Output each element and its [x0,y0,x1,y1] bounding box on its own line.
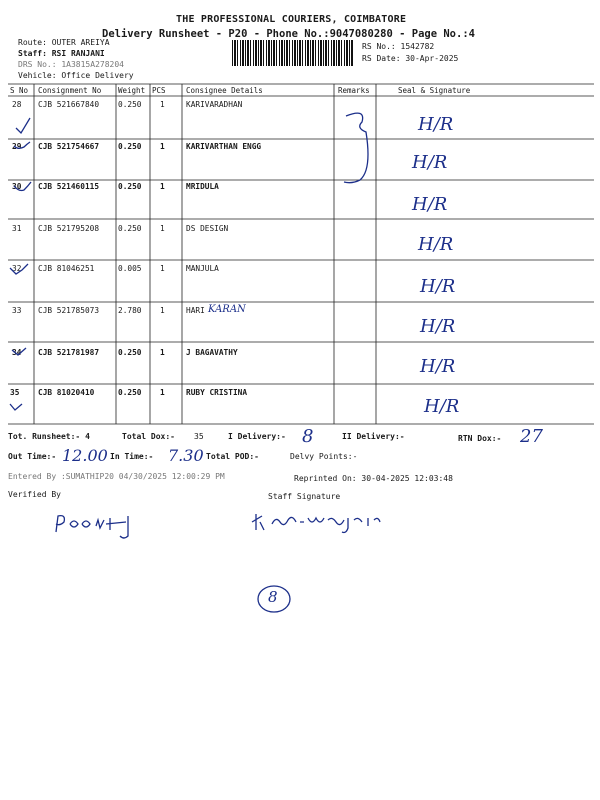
drs-number: DRS No.: 1A3815A278204 [18,60,124,69]
row-consignment: CJB 521460115 [38,182,100,191]
row-weight: 0.250 [118,388,142,397]
row-pcs: 1 [160,182,165,191]
row-consignee-handwritten: KARAN [208,304,246,315]
row-consignment: CJB 521754667 [38,142,100,151]
tick-mark-icon [14,182,31,191]
row-sno: 30 [12,182,22,191]
row-consignee: DS DESIGN [186,224,229,233]
tick-mark-icon [16,118,30,133]
row-consignee: KARIVARADHAN [186,100,243,109]
rtn-dox-value: 27 [520,426,543,447]
row-consignee: MRIDULA [186,182,219,191]
col-header-remarks: Remarks [338,86,370,95]
col-header-seal: Seal & Signature [398,86,471,95]
ii-delivery-label: II Delivery:- [342,432,405,441]
row-consignment: CJB 521781987 [38,348,100,357]
row-weight: 0.250 [118,224,142,233]
verified-by-label: Verified By [8,490,61,499]
row-sno: 34 [12,348,22,357]
col-header-weight: Weight [118,86,146,95]
staff-signature-label: Staff Signature [268,492,341,501]
row-weight: 0.005 [118,264,142,273]
company-name: THE PROFESSIONAL COURIERS, COIMBATORE [176,14,407,25]
row-seal-signature: H/R [420,316,456,337]
delvy-points-label: Delvy Points:- [290,452,358,461]
runsheet-title: Delivery Runsheet - P20 - Phone No.:9047080280 - Page No.:4 [102,28,475,40]
row-pcs: 1 [160,306,165,315]
row-sno: 32 [12,264,22,273]
row-consignee: RUBY CRISTINA [186,388,248,397]
row-seal-signature: H/R [412,152,448,173]
col-header-consignment: Consignment No [38,86,102,95]
vehicle-label: Vehicle: Office Delivery [18,71,134,80]
out-time-value: 12.00 [62,446,108,465]
col-header-sno: S No [10,86,29,95]
i-delivery-label: I Delivery:- [228,432,286,441]
row-weight: 0.250 [118,182,142,191]
remarks-bracket-icon [344,113,368,183]
row-pcs: 1 [160,264,165,273]
col-header-pcs: PCS [152,86,166,95]
reprinted-on: Reprinted On: 30-04-2025 12:03:48 [294,474,453,483]
row-sno: 35 [10,388,20,397]
row-seal-signature: H/R [412,194,448,215]
in-time-label: In Time:- [110,452,154,461]
row-consignee: MANJULA [186,264,219,273]
tot-runsheet: Tot. Runsheet:- 4 [8,432,90,441]
tick-mark-icon [10,404,22,410]
row-pcs: 1 [160,100,165,109]
row-pcs: 1 [160,142,165,151]
staff-signature [250,508,400,538]
row-seal-signature: H/R [424,396,460,417]
circled-number: 8 [268,588,278,606]
total-pod-label: Total POD:- [206,452,259,461]
route-label: Route: OUTER AREIYA [18,38,110,47]
row-pcs: 1 [160,224,165,233]
row-seal-signature: H/R [420,356,456,377]
row-weight: 0.250 [118,142,142,151]
row-consignment: CJB 521667840 [38,100,100,109]
row-sno: 29 [12,142,22,151]
entered-by: Entered By :SUMATHIP20 04/30/2025 12:00:29 PM [8,472,225,481]
row-sno: 31 [12,224,22,233]
row-sno: 33 [12,306,22,315]
total-dox-value: 35 [194,432,204,441]
col-header-consignee: Consignee Details [186,86,263,95]
row-consignment: CJB 81020410 [38,388,95,397]
row-weight: 2.780 [118,306,142,315]
tick-mark-icon [14,142,30,148]
row-consignee: KARIVARTHAN ENGG [186,142,262,151]
row-seal-signature: H/R [420,276,456,297]
row-consignment: CJB 521785073 [38,306,100,315]
rtn-dox-label: RTN Dox:- [458,434,502,443]
row-seal-signature: H/R [418,114,454,135]
verifier-signature [52,512,162,542]
tick-mark-icon [10,264,28,274]
row-weight: 0.250 [118,348,142,357]
in-time-value: 7.30 [168,446,204,465]
row-consignment: CJB 81046251 [38,264,95,273]
tick-mark-icon [12,348,26,355]
row-sno: 28 [12,100,22,109]
total-dox-label: Total Dox:- [122,432,175,441]
row-pcs: 1 [160,348,165,357]
out-time-label: Out Time:- [8,452,57,461]
i-delivery-value: 8 [302,426,314,447]
row-seal-signature: H/R [418,234,454,255]
row-consignment: CJB 521795208 [38,224,100,233]
staff-label: Staff: RSI RANJANI [18,49,105,58]
rs-number: RS No.: 1542782 [362,42,435,51]
rs-date: RS Date: 30-Apr-2025 [362,54,459,63]
row-pcs: 1 [160,388,165,397]
row-weight: 0.250 [118,100,142,109]
row-consignee: J BAGAVATHY [186,348,238,357]
row-consignee: HARI [186,306,205,315]
